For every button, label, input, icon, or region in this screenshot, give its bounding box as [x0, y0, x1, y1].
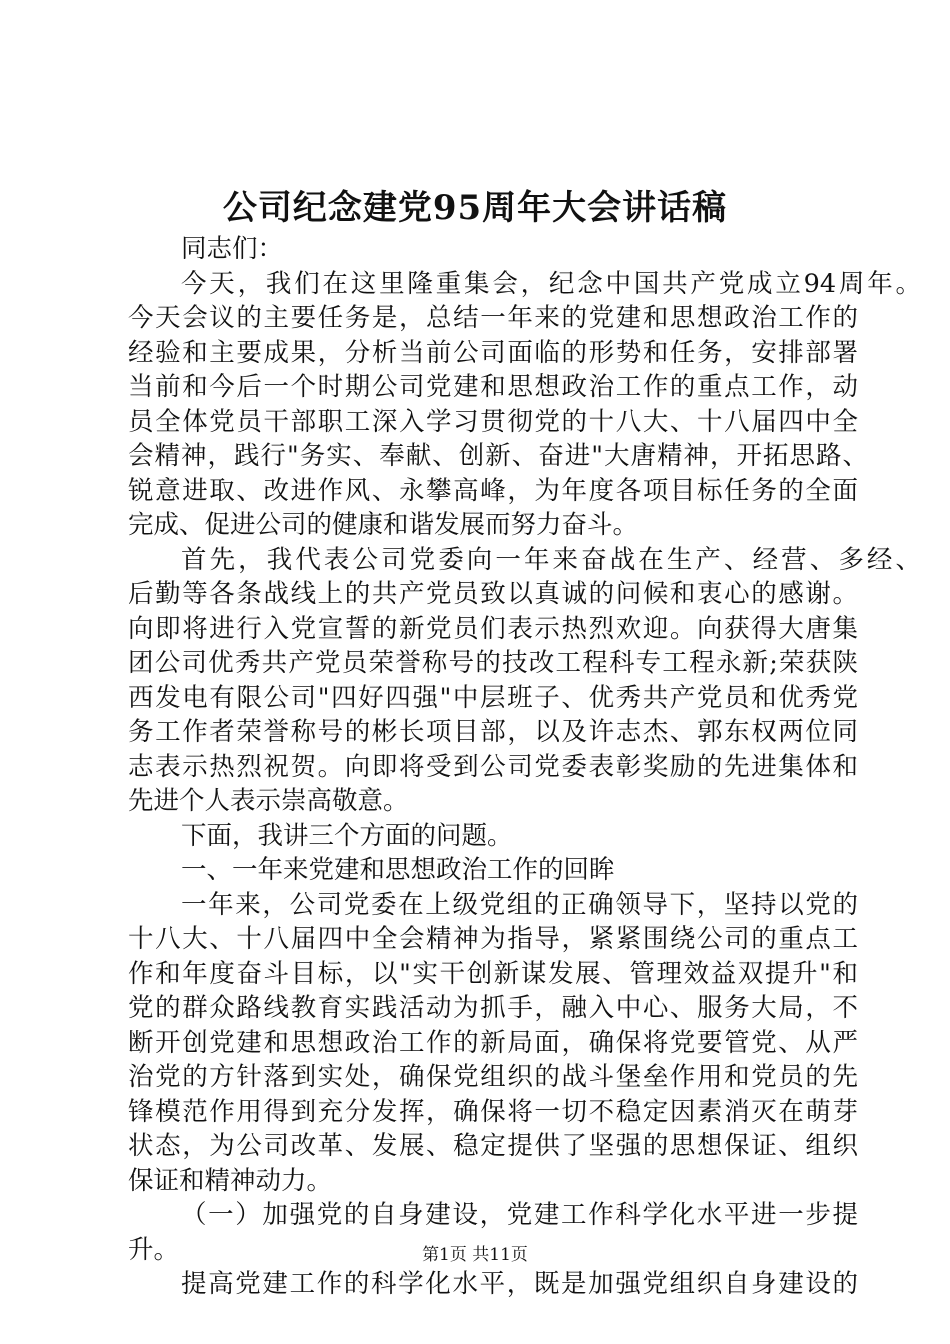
subsection-heading-end: 升。: [128, 1234, 180, 1265]
paragraph-line: 完成、促进公司的健康和谐发展而努力奋斗。: [128, 510, 639, 540]
paragraph-line: 员全体党员干部职工深入学习贯彻党的十八大、十八届四中全: [128, 406, 858, 437]
paragraph-line: 提高党建工作的科学化水平，既是加强党组织自身建设的: [181, 1269, 858, 1299]
paragraph-line: 向即将进行入党宣誓的新党员们表示热烈欢迎。向获得大唐集: [128, 613, 858, 644]
paragraph-line: 先进个人表示崇高敬意。: [128, 786, 409, 816]
paragraph-line: 锐意进取、改进作风、永攀高峰，为年度各项目标任务的全面: [128, 475, 858, 506]
paragraph-line: 下面，我讲三个方面的问题。: [181, 820, 513, 851]
paragraph-line: 务工作者荣誉称号的彬长项目部，以及许志杰、郭东权两位同: [128, 717, 858, 747]
paragraph-line: 当前和今后一个时期公司党建和思想政治工作的重点工作，动: [128, 372, 858, 402]
page-number-footer: 第1页 共11页: [422, 1245, 528, 1265]
salutation-line: 同志们：: [181, 234, 284, 264]
paragraph-line: 党的群众路线教育实践活动为抓手，融入中心、服务大局，不: [128, 993, 858, 1023]
paragraph-line: 西发电有限公司"四好四强"中层班子、优秀共产党员和优秀党: [128, 682, 858, 713]
section-heading: 一、一年来党建和思想政治工作的回眸: [181, 855, 615, 885]
subsection-heading: （一）加强党的自身建设，党建工作科学化水平进一步提: [181, 1200, 858, 1230]
paragraph-line: 团公司优秀共产党员荣誉称号的技改工程科专工程永新;荣获陕: [128, 648, 858, 678]
paragraph-line: 作和年度奋斗目标，以"实干创新谋发展、管理效益双提升"和: [128, 958, 858, 989]
paragraph-line: 状态，为公司改革、发展、稳定提供了坚强的思想保证、组织: [128, 1131, 858, 1161]
paragraph-line: 今天会议的主要任务是，总结一年来的党建和思想政治工作的: [128, 303, 858, 333]
paragraph-line: 锋模范作用得到充分发挥，确保将一切不稳定因素消灭在萌芽: [128, 1096, 858, 1127]
document-body: [128, 232, 921, 1302]
paragraph-line: 断开创党建和思想政治工作的新局面，确保将党要管党、从严: [128, 1027, 858, 1058]
paragraph-line: 一年来，公司党委在上级党组的正确领导下，坚持以党的: [181, 889, 858, 920]
paragraph-line: 保证和精神动力。: [128, 1165, 333, 1196]
document-title: 公司纪念建党95周年大会讲话稿: [222, 188, 728, 228]
paragraph-line: 今天，我们在这里隆重集会，纪念中国共产党成立94周年。: [181, 268, 921, 299]
paragraph-line: 治党的方针落到实处，确保党组织的战斗堡垒作用和党员的先: [128, 1062, 858, 1092]
paragraph-line: 首先，我代表公司党委向一年来奋战在生产、经营、多经、: [181, 544, 921, 575]
paragraph-line: 后勤等各条战线上的共产党员致以真诚的问候和衷心的感谢。: [128, 579, 858, 609]
paragraph-line: 十八大、十八届四中全会精神为指导，紧紧围绕公司的重点工: [128, 924, 858, 954]
paragraph-line: 志表示热烈祝贺。向即将受到公司党委表彰奖励的先进集体和: [128, 751, 858, 782]
paragraph-line: 会精神，践行"务实、奉献、创新、奋进"大唐精神，开拓思路、: [128, 441, 868, 471]
paragraph-line: 经验和主要成果，分析当前公司面临的形势和任务，安排部署: [128, 337, 858, 368]
